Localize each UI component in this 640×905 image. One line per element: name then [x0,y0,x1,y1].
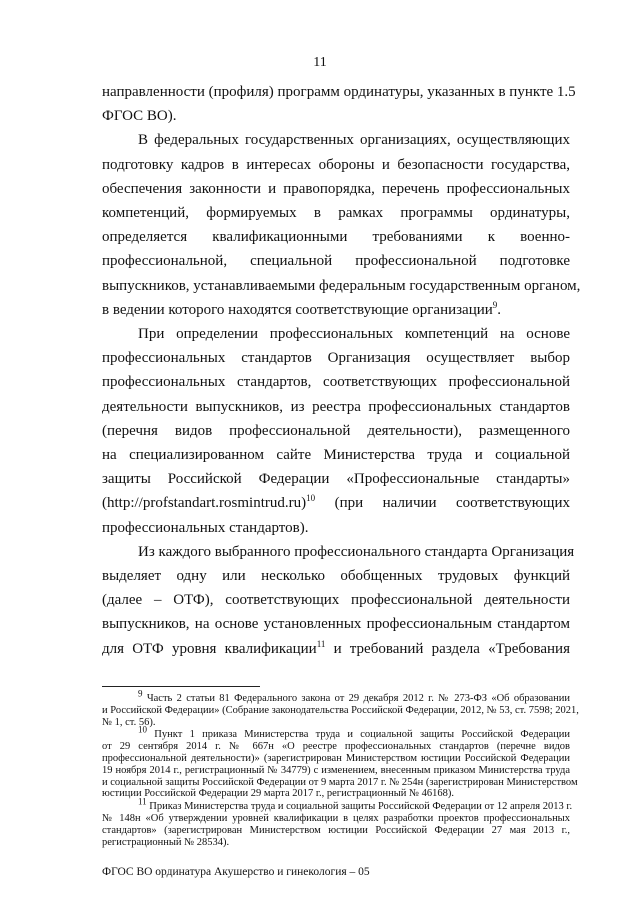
footnote-ref-10[interactable]: 10 [306,493,316,504]
text-line: профессиональных стандартов). [102,519,309,536]
text-line [102,298,570,322]
text-fragment: в ведении которого находятся соответствующие организации [102,301,493,318]
text-line: ФГОС ВО). [102,108,177,125]
text-line: выделяет одну или несколько обобщенных трудовых функций [102,568,570,585]
text-fragment: и требований раздела «Требования [325,640,570,657]
footnote-separator [102,686,260,687]
footnote-line: стандартов» (зарегистрирован Министерством юстиции Российской Федерации 27 мая 2013 г., [102,824,570,836]
main-text [102,80,581,661]
url-text[interactable]: (http://profstandart.rosmintrud.ru) [102,495,307,512]
footnote-ref-9[interactable]: 9 [492,299,498,310]
text-line: В федеральных государственных организациях, осуществляющих [138,132,570,149]
footnote-line: № 148н «Об утверждении уровней квалификации в целях разработки проектов профессиональных [102,812,570,824]
footnote-line: № 1, ст. 56). [102,716,156,728]
text-line: подготовку кадров в интересах обороны и безопасности государства, [102,156,570,173]
footnote-10 [102,724,578,800]
text-line: выпускников, устанавливаемыми федеральным государственным органом, [102,277,581,294]
text-fragment: Приказ Министерства труда и социальной защиты Российской Федерации от 12 апреля 2013 г. [146,801,573,813]
text-line: профессиональных стандартов, соответствующих профессиональной [102,374,570,391]
footnote-line: профессиональной деятельности)» (зарегистрирован Министерством юстиции Российской Федерации [102,752,570,764]
footnote-ref-11[interactable]: 11 [316,638,326,649]
page-number: 11 [313,55,327,70]
text-line: профессиональных стандартов Организация осуществляет выбор [102,350,570,367]
text-line: определяется квалификационными требованиями к военно- [102,229,570,246]
text-line: деятельности выпускников, из реестра профессиональных стандартов [102,398,570,415]
footnote-line [102,796,573,813]
footnote-number: 11 [138,796,147,807]
text-fragment: (при наличии соответствующих [315,495,570,512]
footnote-line: и Российской Федерации» (Собрание законодательства Российской Федерации, 2012, № 53, ст. 7598; 2021, [102,704,579,716]
footnote-number: 9 [138,688,143,699]
paragraph-1 [102,80,576,128]
paragraph-4 [102,540,575,661]
footnote-9 [102,688,579,728]
text-fragment: . [497,301,502,318]
footnote-line: и социальной защиты Российской Федерации от 9 марта 2017 г. № 254н (зарегистрирован Министерством [102,776,578,788]
footnote-line [102,688,570,705]
footnote-11 [102,796,573,848]
footnote-line: от 29 сентября 2014 г. № 667н «О реестре профессиональных стандартов (перечне видов [102,741,570,753]
text-line [102,491,570,515]
text-line: обеспечения законности и правопорядка, перечень профессиональных [102,180,570,197]
footnote-line: регистрационный № 28534). [102,836,230,848]
text-line: защиты Российской Федерации «Профессиональные стандарты» [102,471,570,488]
text-line: При определении профессиональных компетенций на основе [138,326,570,343]
text-line: (перечня видов профессиональной деятельности), размещенного [102,422,570,439]
footnote-line [102,724,570,741]
text-line: на специализированном сайте Министерства труда и социальной [102,447,570,464]
text-line: направленности (профиля) программ ординатуры, указанных в пункте 1.5 [102,84,576,100]
page-footer: ФГОС ВО ординатура Акушерство и гинекология – 05 [102,866,370,878]
text-line: выпускников, на основе установленных профессиональным стандартом [102,616,570,633]
footnote-line: юстиции Российской Федерации 29 марта 2017 г., регистрационный № 46168). [102,788,455,800]
text-line: профессиональной, специальной профессиональной подготовке [102,253,570,270]
footnote-line: 19 ноября 2014 г., регистрационный № 34779) с изменением, внесенным приказом Министерства труда [102,764,570,776]
text-line: Из каждого выбранного профессионального стандарта Организация [138,543,575,560]
text-fragment: Часть 2 статьи 81 Федерального закона от 29 декабря 2012 г. № 273-ФЗ «Об образовании [142,693,570,704]
text-line: компетенций, формируемых в рамках программы ординатуры, [102,205,570,222]
paragraph-2 [102,128,581,322]
text-line [102,637,570,661]
text-line: (далее – ОТФ), соответствующих профессиональной деятельности [102,592,570,609]
paragraph-3 [102,322,570,540]
text-fragment: Пункт 1 приказа Министерства труда и социальной защиты Российской Федерации [147,729,570,741]
footnotes [102,688,579,848]
text-fragment: для ОТФ уровня квалификации [102,640,317,657]
footnote-number: 10 [138,724,147,735]
